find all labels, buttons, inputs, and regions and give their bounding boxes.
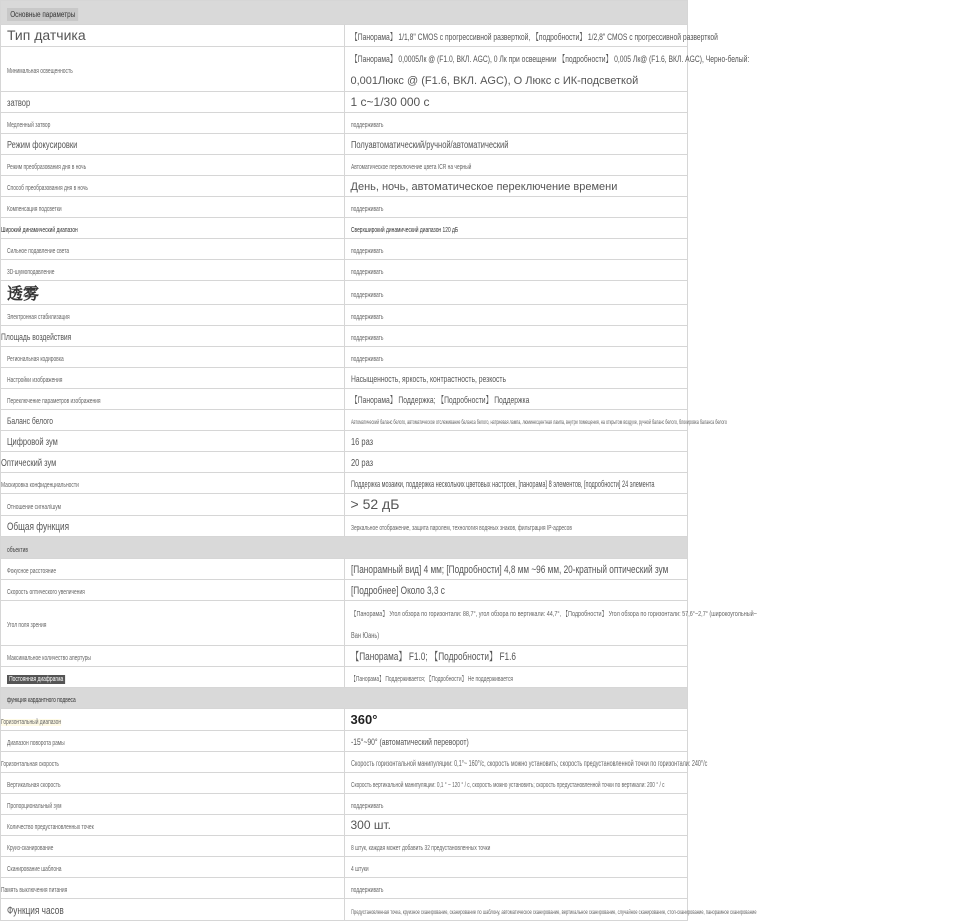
spec-label: Общая функция [7,521,70,533]
table-row [1,580,688,601]
table-row [1,176,688,197]
spec-label: 透雾 [7,286,40,303]
spec-value: 【Панорама】 F1.0; 【Подробности】 F1.6 [350,651,516,663]
table-row [1,47,688,92]
spec-value: -15°~90° (автоматический переворот) [350,737,469,747]
spec-value: [Панорамный вид] 4 мм; [Подробности] 4,8 мм ~96 мм, 20-кратный оптический зум [350,564,668,576]
spec-label: Цифровой зум [7,437,58,448]
spec-value: 4 штуки [350,866,369,873]
spec-value: Автоматическое переключение цвета ICR на черный [350,164,471,171]
spec-label: Отношение сигнал/шум [7,503,61,511]
spec-label: Режим преобразования дня в ночь [7,164,87,171]
table-row [1,773,688,794]
table-row [1,899,688,921]
table-row [1,815,688,836]
spec-label: Региональная кодировка [7,356,64,363]
spec-label: Настройки изображения [7,377,63,384]
spec-value: поддерживать [350,335,383,342]
table-row [1,410,688,431]
spec-value: Насыщенность, яркость, контрастность, резкость [350,374,506,384]
spec-value: Полуавтоматический/ручной/автоматический [350,140,508,151]
section-title: Основные параметры [7,8,79,21]
spec-value: 20 раз [350,458,373,469]
table-row [1,516,688,537]
spec-label: Постоянная диафрагма [7,675,65,684]
spec-label: 3D-шумоподавление [7,269,55,276]
spec-label: Функция часов [7,904,64,917]
spec-label: Количество предустановленных точек [7,824,94,831]
spec-label: Компенсация подсветки [7,206,62,213]
table-row [1,559,688,580]
spec-value: поддерживать [350,887,383,894]
spec-value: поддерживать [350,291,383,299]
spec-label: Переключение параметров изображения [7,398,101,405]
spec-label: Фокусное расстояние [7,568,57,575]
spec-value: 【Панорама】 1/1,8" CMOS с прогрессивной разверткой, 【подробности】 1/2,8" CMOS с прогрессивной разверткой [350,31,718,42]
spec-value: 16 раз [350,437,373,448]
table-row [1,646,688,667]
table-row [1,731,688,752]
spec-value: 【Панорама】 Поддерживается; 【Подробности】 Не поддерживается [350,676,513,683]
spec-value: 8 штук, каждая может добавить 32 предустановленных точки [350,845,490,852]
spec-value: поддерживать [350,122,383,129]
table-row [1,218,688,239]
spec-label: Круиз-сканирование [7,845,54,852]
spec-value: Поддержка мозаики, поддержка нескольких цветовых настроек, [панорама] 8 элементов, [подробности] 24 элемента [350,479,654,489]
table-row [1,197,688,218]
spec-value: Сверхширокий динамический диапазон 120 дБ [350,227,458,234]
table-row [1,389,688,410]
table-row [1,667,688,688]
spec-label: Горизонтальная скорость [1,761,59,768]
section-header-lens [1,537,688,559]
table-row [1,260,688,281]
table-row [1,452,688,473]
table-row [1,473,688,494]
table-row [1,326,688,347]
spec-label: Способ преобразования дня в ночь [7,185,88,192]
spec-label: Широкий динамический диапазон [1,227,78,234]
spec-value: поддерживать [350,206,383,213]
table-row [1,752,688,773]
table-row [1,25,688,47]
spec-label: Скорость оптического увеличения [7,589,85,596]
spec-value: 【Панорама】 0,0005Лк @ (F1.0, ВКЛ. AGC), 0 Лк при освещении 【подробности】 0,005 Лк@ (F1.6, ВКЛ. AGC), Черно-белый: [350,54,749,64]
section-title: функция кардантного подвеса [7,697,76,704]
spec-value: Зеркальное отображение, защита паролем, технология водяных знаков, фильтрация IP-адресов [350,525,572,532]
spec-value: поддерживать [350,803,383,810]
spec-label: Режим фокусировки [7,140,78,151]
table-row [1,878,688,899]
spec-value: Ван Юань) [350,631,379,640]
spec-value: 0,001Люкс @ (F1.6, ВКЛ. AGC), О Люкс с ИК-подсветкой [350,75,639,87]
spec-value: 【Панорама】 Поддержка; 【Подробности】 Поддержка [350,395,529,405]
spec-value: 1 с~1/30 000 с [350,95,430,109]
table-row [1,92,688,113]
spec-label: Максимальное количество апертуры [7,655,91,662]
section-header-basic [1,1,688,25]
section-title: объектив [7,546,28,554]
table-row [1,305,688,326]
table-row [1,368,688,389]
spec-label: Площадь воздействия [1,332,72,342]
spec-label: Пропорциональный зум [7,803,62,810]
spec-label: Минимальная освещенность [7,68,73,75]
table-row [1,155,688,176]
spec-value: День, ночь, автоматическое переключение времени [350,181,618,193]
spec-label: Сканирование шаблона [7,866,62,873]
spec-label: Диапазон поворота рамы [7,740,65,747]
spec-value: 360° [350,711,378,727]
spec-label: Память выключения питания [1,887,68,894]
table-row [1,836,688,857]
spec-value: поддерживать [350,314,383,321]
spec-label: Баланс белого [7,416,54,426]
spec-label: Вертикальная скорость [7,782,61,789]
spec-label: Оптический зум [1,458,57,469]
spec-value: поддерживать [350,248,383,255]
spec-value: 300 шт. [350,818,391,832]
table-row [1,857,688,878]
spec-value: Скорость горизонтальной манипуляции: 0,1°~ 160°/с, скорость можно установить; скорость предустановленной точки по горизонтали: 240°/с [350,759,707,768]
spec-value: [Подробнее] Около 3,3 с [350,585,445,597]
spec-label: Горизонтальный диапазон [1,718,62,726]
table-row [1,281,688,305]
table-row [1,431,688,452]
spec-label: Тип датчика [7,26,86,43]
table-row [1,113,688,134]
section-header-ptz [1,688,688,709]
spec-value: поддерживать [350,269,383,276]
spec-label: Маскировка конфиденциальности [1,482,79,489]
table-row [1,794,688,815]
table-row [1,134,688,155]
spec-label: Угол поля зрения [7,622,47,629]
spec-label: Сильное подавление света [7,248,70,255]
spec-value: 【Панорама】 Угол обзора по горизонтали: 88,7°, угол обзора по вертикали: 44,7°, 【Подробности】 Угол обзора по горизонтали: 57,6°~2,7° (широкоугольный~ [350,611,757,618]
table-row [1,347,688,368]
spec-label: Медленный затвор [7,122,51,129]
table-row [1,239,688,260]
table-row [1,709,688,731]
spec-label: затвор [7,98,31,109]
spec-value: Предустановленная точка, круизное сканирование, сканирование по шаблону, автоматическое сканирование, вертикальное сканирование, случайное сканирование, стоп-сканирование, панорамное сканирование [350,909,756,916]
table-row [1,601,688,646]
spec-value: поддерживать [350,356,383,363]
spec-value: Скорость вертикальной манипуляции: 0,1 ° ~ 120 ° / с, скорость можно установить; скорость предустановленной точки по вертикали: 200 ° / с [350,782,665,789]
spec-label: Электронная стабилизация [7,314,70,321]
spec-value: > 52 дБ [350,495,400,512]
spec-value: Автоматический баланс белого, автоматическое отслеживание баланса белого, натриевая лампа, люминесцентная лампа, внутри помещения, на открытом воздухе, ручной баланс белого, блокировка баланса белого [350,420,727,426]
table-row [1,494,688,516]
